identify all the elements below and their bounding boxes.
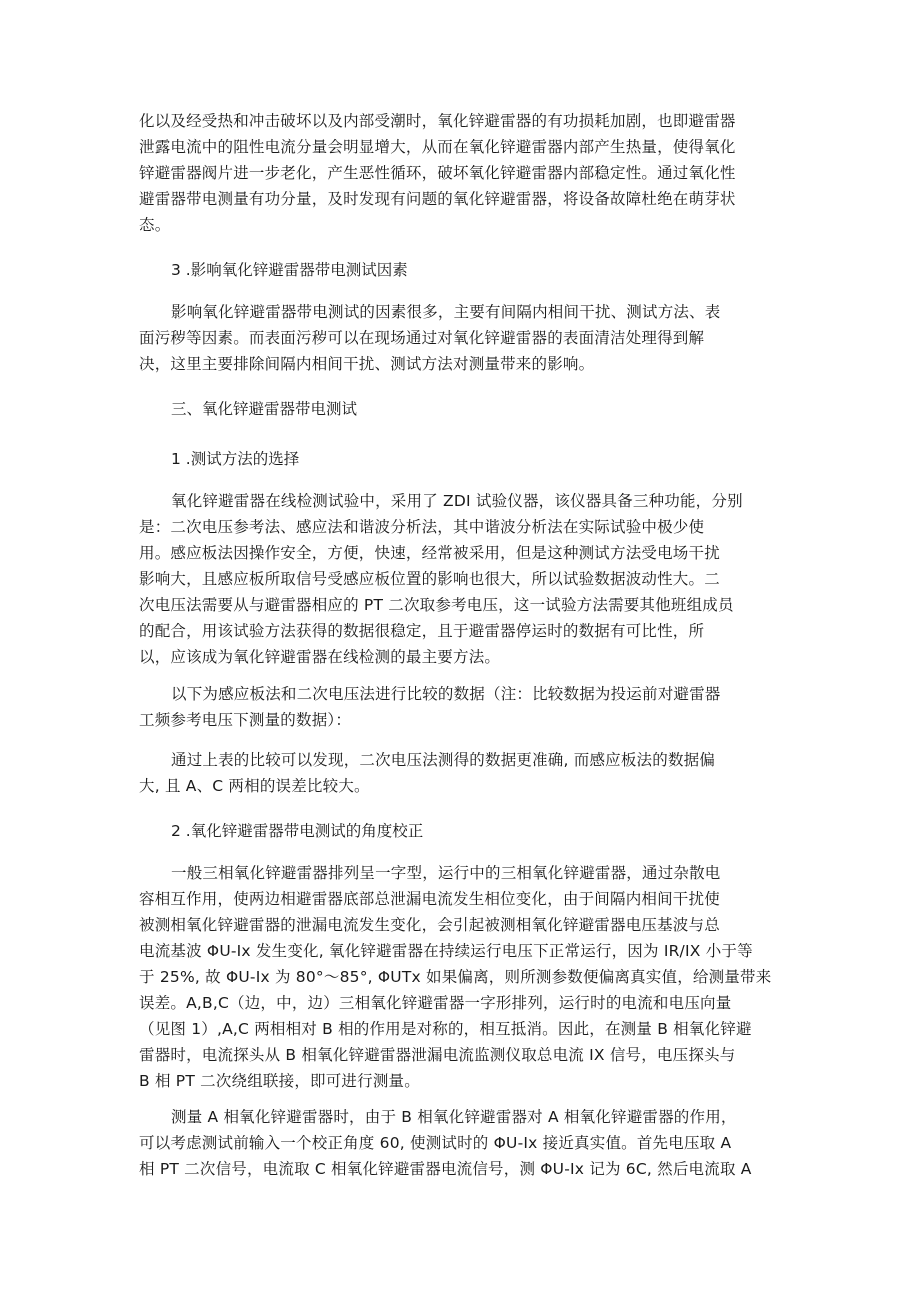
text-line: 氧化锌避雷器在线检测试验中，采用了 ZDI 试验仪器，该仪器具备三种功能，分别 xyxy=(171,492,743,510)
paragraph-angle-correction xyxy=(139,860,784,1094)
text-line: 态。 xyxy=(139,216,171,234)
text-line: 以下为感应板法和二次电压法进行比较的数据（注：比较数据为投运前对避雷器 xyxy=(171,685,721,703)
heading-method-selection: 1 .测试方法的选择 xyxy=(171,450,300,468)
text-line: 化以及经受热和冲击破坏以及内部受潮时，氧化锌避雷器的有功损耗加剧，也即避雷器 xyxy=(139,112,736,130)
text-line: 相 PT 二次信号，电流取 C 相氧化锌避雷器电流信号，测 ΦU-Ix 记为 6C, 然后电流取 A xyxy=(139,1160,752,1178)
text-line: 锌避雷器阀片进一步老化，产生恶性循环，破坏氧化锌避雷器内部稳定性。通过氧化性 xyxy=(139,164,736,182)
text-line: 避雷器带电测量有功分量，及时发现有问题的氧化锌避雷器，将设备故障杜绝在萌芽状 xyxy=(139,190,736,208)
section-title-live-test: 三、氧化锌避雷器带电测试 xyxy=(171,400,358,418)
text-line: 面污秽等因素。而表面污秽可以在现场通过对氧化锌避雷器的表面清洁处理得到解 xyxy=(139,329,705,347)
text-line: 大, 且 A、C 两相的误差比较大。 xyxy=(139,777,370,795)
paragraph-factors xyxy=(139,299,784,377)
heading-angle-correction: 2 .氧化锌避雷器带电测试的角度校正 xyxy=(171,822,424,840)
text-line: 泄露电流中的阻性电流分量会明显增大，从而在氧化锌避雷器内部产生热量，使得氧化 xyxy=(139,138,736,156)
text-line: 误差。A,B,C（边，中，边）三相氧化锌避雷器一字形排列，运行时的电流和电压向量 xyxy=(139,994,732,1012)
text-line: 电流基波 ΦU-Ix 发生变化, 氧化锌避雷器在持续运行电压下正常运行，因为 IR/IX 小于等 xyxy=(139,942,753,960)
text-line: 于 25%, 故 ΦU-Ix 为 80°～85°, ΦUTx 如果偏离，则所测参数便偏离真实值，给测量带来 xyxy=(139,968,772,986)
text-line: 被测相氧化锌避雷器的泄漏电流发生变化，会引起被测相氧化锌避雷器电压基波与总 xyxy=(139,916,720,934)
paragraph-intro-continued xyxy=(139,108,784,238)
paragraph-comparison-result xyxy=(139,747,784,799)
text-line: 容相互作用，使两边相避雷器底部总泄漏电流发生相位变化，由于间隔内相间干扰使 xyxy=(139,890,720,908)
paragraph-comparison-intro xyxy=(139,681,784,733)
text-line: 是：二次电压参考法、感应法和谐波分析法，其中谐波分析法在实际试验中极少使 xyxy=(139,518,705,536)
text-line: 可以考虑测试前输入一个校正角度 60, 使测试时的 ΦU-Ix 接近真实值。首先电压取 A xyxy=(139,1134,732,1152)
paragraph-phase-a-measurement xyxy=(139,1104,784,1182)
text-line: 影响大，且感应板所取信号受感应板位置的影响也很大，所以试验数据波动性大。二 xyxy=(139,570,720,588)
heading-factors: 3 .影响氧化锌避雷器带电测试因素 xyxy=(171,261,408,279)
text-line: 次电压法需要从与避雷器相应的 PT 二次取参考电压，这一试验方法需要其他班组成员 xyxy=(139,596,734,614)
text-line: 雷器时，电流探头从 B 相氧化锌避雷器泄漏电流监测仪取总电流 IX 信号，电压探头与 xyxy=(139,1046,736,1064)
paragraph-method xyxy=(139,488,784,670)
text-line: 影响氧化锌避雷器带电测试的因素很多，主要有间隔内相间干扰、测试方法、表 xyxy=(171,303,721,321)
text-line: 一般三相氧化锌避雷器排列呈一字型，运行中的三相氧化锌避雷器，通过杂散电 xyxy=(171,864,721,882)
text-line: 的配合，用该试验方法获得的数据很稳定，且于避雷器停运时的数据有可比性，所 xyxy=(139,622,705,640)
text-line: 用。感应板法因操作安全，方便，快速，经常被采用，但是这种测试方法受电场干扰 xyxy=(139,544,720,562)
text-line: B 相 PT 二次绕组联接，即可进行测量。 xyxy=(139,1072,420,1090)
text-line: 决，这里主要排除间隔内相间干扰、测试方法对测量带来的影响。 xyxy=(139,355,595,373)
text-line: 工频参考电压下测量的数据）： xyxy=(139,711,352,729)
text-line: 以，应该成为氧化锌避雷器在线检测的最主要方法。 xyxy=(139,648,501,666)
text-line: 测量 A 相氧化锌避雷器时，由于 B 相氧化锌避雷器对 A 相氧化锌避雷器的作用， xyxy=(171,1108,737,1126)
text-line: （见图 1）,A,C 两相相对 B 相的作用是对称的，相互抵消。因此，在测量 B 相氧化锌避 xyxy=(139,1020,752,1038)
text-line: 通过上表的比较可以发现，二次电压法测得的数据更准确, 而感应板法的数据偏 xyxy=(171,751,716,769)
